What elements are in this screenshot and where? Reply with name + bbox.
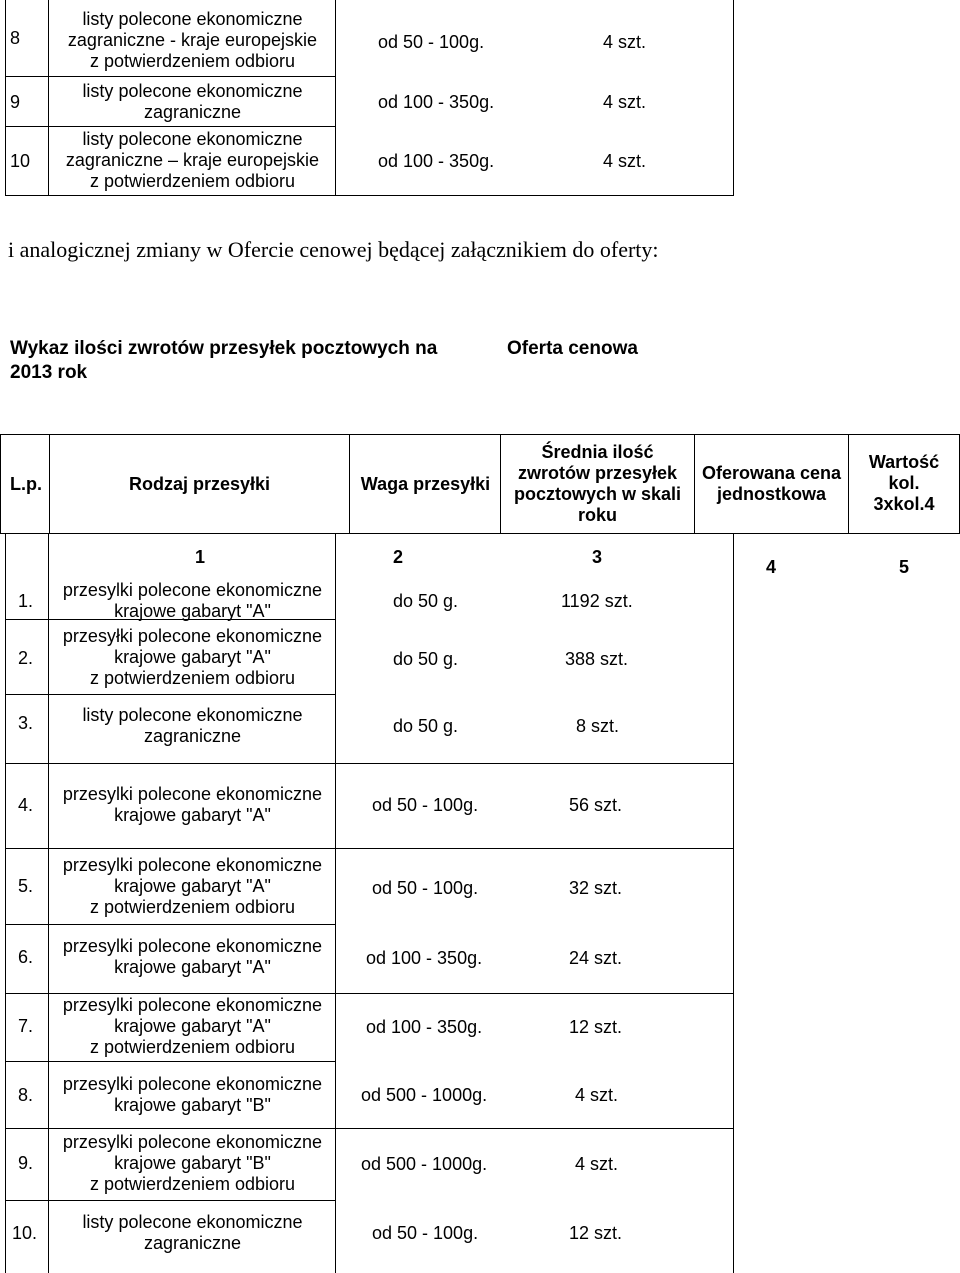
top-row-desc bbox=[50, 81, 335, 123]
desc-line: krajowe gabaryt "B" bbox=[114, 1095, 271, 1115]
top-row-lp: 8 bbox=[10, 28, 21, 48]
header-wartosc-line: Wartość bbox=[868, 452, 940, 472]
row-ilosc: 12 szt. bbox=[569, 1017, 623, 1037]
wykaz-heading-line2: 2013 rok bbox=[10, 362, 88, 383]
header-rodzaj: Rodzaj przesyłki bbox=[128, 474, 271, 494]
header-waga: Waga przesyłki bbox=[360, 474, 491, 494]
row-ilosc: 4 szt. bbox=[575, 1085, 619, 1105]
desc-line: przesylki polecone ekonomiczne bbox=[62, 995, 323, 1015]
col-number-2: 2 bbox=[393, 547, 404, 567]
row-ilosc: 4 szt. bbox=[575, 1154, 619, 1174]
desc-line: krajowe gabaryt "A" bbox=[114, 957, 271, 977]
desc-line: listy polecone ekonomiczne bbox=[82, 1212, 303, 1232]
row-desc bbox=[50, 580, 335, 622]
row-waga: od 100 - 350g. bbox=[366, 948, 483, 968]
desc-line: listy polecone ekonomiczne bbox=[82, 81, 303, 101]
top-row-lp: 10 bbox=[10, 151, 31, 171]
top-row-ilosc: 4 szt. bbox=[603, 32, 647, 52]
row-ilosc: 1192 szt. bbox=[561, 591, 633, 611]
row-ilosc: 32 szt. bbox=[569, 878, 623, 898]
desc-line: z potwierdzeniem odbioru bbox=[89, 51, 296, 71]
row-desc bbox=[50, 626, 335, 689]
desc-line: krajowe gabaryt "A" bbox=[114, 805, 271, 825]
desc-line: z potwierdzeniem odbioru bbox=[89, 1174, 296, 1194]
header-srednia-line: roku bbox=[577, 505, 617, 525]
header-srednia bbox=[501, 442, 694, 526]
desc-line: z potwierdzeniem odbioru bbox=[89, 897, 296, 917]
row-ilosc: 388 szt. bbox=[565, 649, 629, 669]
top-row-desc bbox=[50, 9, 335, 72]
desc-line: krajowe gabaryt "A" bbox=[114, 876, 271, 896]
header-srednia-line: zwrotów przesyłek bbox=[517, 463, 678, 483]
header-wartosc-line: 3xkol.4 bbox=[873, 494, 935, 514]
desc-line: przesylki polecone ekonomiczne bbox=[62, 784, 323, 804]
col-number-3: 3 bbox=[592, 547, 603, 567]
row-lp: 9. bbox=[18, 1153, 34, 1173]
row-lp: 2. bbox=[18, 648, 34, 668]
desc-line: przesylki polecone ekonomiczne bbox=[62, 936, 323, 956]
header-oferowana-line: jednostkowa bbox=[716, 484, 827, 504]
header-srednia-line: pocztowych w skali bbox=[513, 484, 682, 504]
row-desc bbox=[50, 995, 335, 1058]
row-lp: 7. bbox=[18, 1016, 34, 1036]
row-lp: 5. bbox=[18, 876, 34, 896]
col-number-4: 4 bbox=[766, 557, 777, 577]
desc-line: z potwierdzeniem odbioru bbox=[89, 1037, 296, 1057]
row-waga: od 50 - 100g. bbox=[372, 878, 479, 898]
top-row-waga: od 50 - 100g. bbox=[378, 32, 485, 52]
desc-line: z potwierdzeniem odbioru bbox=[89, 668, 296, 688]
header-oferowana-line: Oferowana cena bbox=[701, 463, 842, 483]
row-ilosc: 24 szt. bbox=[569, 948, 623, 968]
row-waga: od 500 - 1000g. bbox=[361, 1154, 488, 1174]
row-ilosc: 8 szt. bbox=[576, 716, 620, 736]
top-row-ilosc: 4 szt. bbox=[603, 151, 647, 171]
desc-line: przesylki polecone ekonomiczne bbox=[62, 580, 323, 600]
desc-line: listy polecone ekonomiczne bbox=[82, 129, 303, 149]
row-desc bbox=[50, 784, 335, 826]
desc-line: zagraniczne bbox=[143, 102, 242, 122]
top-row-waga: od 100 - 350g. bbox=[378, 151, 495, 171]
col-number-1: 1 bbox=[195, 547, 206, 567]
top-row-ilosc: 4 szt. bbox=[603, 92, 647, 112]
desc-line: listy polecone ekonomiczne bbox=[82, 705, 303, 725]
row-desc bbox=[50, 705, 335, 747]
desc-line: krajowe gabaryt "A" bbox=[114, 647, 271, 667]
top-row-waga: od 100 - 350g. bbox=[378, 92, 495, 112]
header-oferowana bbox=[695, 463, 848, 505]
desc-line: krajowe gabaryt "A" bbox=[114, 1016, 271, 1036]
desc-line: z potwierdzeniem odbioru bbox=[89, 171, 296, 191]
header-srednia-line: Średnia ilość bbox=[541, 442, 654, 462]
top-row-lp: 9 bbox=[10, 92, 21, 112]
row-ilosc: 12 szt. bbox=[569, 1223, 623, 1243]
row-desc bbox=[50, 1132, 335, 1195]
col-number-5: 5 bbox=[899, 557, 910, 577]
desc-line: krajowe gabaryt "A" bbox=[114, 601, 271, 621]
desc-line: listy polecone ekonomiczne bbox=[82, 9, 303, 29]
desc-line: krajowe gabaryt "B" bbox=[114, 1153, 271, 1173]
wykaz-heading-line1: Wykaz ilości zwrotów przesyłek pocztowych na bbox=[10, 338, 438, 359]
header-wartosc bbox=[849, 452, 959, 515]
header-lp: L.p. bbox=[10, 474, 42, 494]
desc-line: przesylki polecone ekonomiczne bbox=[62, 1074, 323, 1094]
row-waga: od 500 - 1000g. bbox=[361, 1085, 488, 1105]
row-lp: 8. bbox=[18, 1085, 34, 1105]
desc-line: zagraniczne bbox=[143, 1233, 242, 1253]
oferta-heading: Oferta cenowa bbox=[507, 338, 638, 359]
top-row-desc bbox=[50, 129, 335, 192]
wykaz-heading bbox=[10, 337, 437, 385]
row-waga: do 50 g. bbox=[393, 591, 459, 611]
row-waga: do 50 g. bbox=[393, 649, 459, 669]
desc-line: przesyłki polecone ekonomiczne bbox=[62, 626, 323, 646]
row-lp: 4. bbox=[18, 795, 34, 815]
row-waga: od 100 - 350g. bbox=[366, 1017, 483, 1037]
row-desc bbox=[50, 936, 335, 978]
desc-line: przesylki polecone ekonomiczne bbox=[62, 855, 323, 875]
row-desc bbox=[50, 1212, 335, 1254]
row-ilosc: 56 szt. bbox=[569, 795, 623, 815]
desc-line: zagraniczne – kraje europejskie bbox=[65, 150, 320, 170]
row-lp: 1. bbox=[18, 591, 34, 611]
paragraph-text: i analogicznej zmiany w Ofercie cenowej będącej załącznikiem do oferty: bbox=[8, 237, 659, 262]
row-waga: do 50 g. bbox=[393, 716, 459, 736]
row-waga: od 50 - 100g. bbox=[372, 1223, 479, 1243]
row-lp: 3. bbox=[18, 713, 34, 733]
row-desc bbox=[50, 855, 335, 918]
desc-line: zagraniczne bbox=[143, 726, 242, 746]
row-desc bbox=[50, 1074, 335, 1116]
row-lp: 6. bbox=[18, 947, 34, 967]
desc-line: przesylki polecone ekonomiczne bbox=[62, 1132, 323, 1152]
desc-line: zagraniczne - kraje europejskie bbox=[67, 30, 318, 50]
row-waga: od 50 - 100g. bbox=[372, 795, 479, 815]
row-lp: 10. bbox=[12, 1223, 38, 1243]
header-wartosc-line: kol. bbox=[888, 473, 920, 493]
